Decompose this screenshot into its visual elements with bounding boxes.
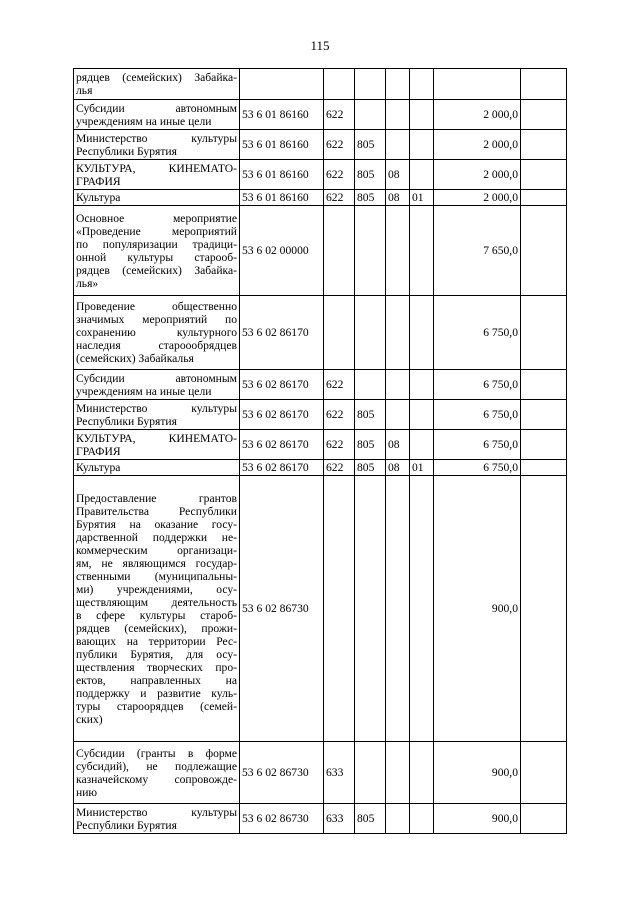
amount-cell: 7 650,0 [434,206,521,296]
row-name-line: дарственной поддержки не- [76,530,237,544]
table-row [74,69,567,100]
empty-cell [521,100,567,130]
target-code-cell: 53 6 02 00000 [240,206,324,296]
row-name-line: Субсидии автономным [76,101,237,115]
empty-cell [521,742,567,804]
subsection-cell [410,69,434,100]
row-name-cell [74,296,240,370]
empty-cell [521,130,567,160]
section-cell [386,206,410,296]
row-name-line: ществления творческих про- [76,660,237,674]
empty-cell [521,370,567,400]
row-name-line: Республики Бурятия [76,818,177,832]
section-cell [386,100,410,130]
subsection-cell [410,400,434,430]
row-name-cell [74,160,240,190]
row-name-line: ям, не являющимся государ- [76,556,237,570]
section-cell: 08 [386,160,410,190]
row-name-line: в сфере культуры староб- [76,608,237,622]
expense-type-cell: 622 [324,190,355,206]
row-name-cell [74,100,240,130]
row-name-line: Предоставление грантов [76,491,237,505]
amount-cell: 2 000,0 [434,160,521,190]
row-name-line: КУЛЬТУРА, КИНЕМАТО- [76,431,237,445]
target-code-cell: 53 6 02 86730 [240,476,324,742]
table-row [74,296,567,370]
row-name-cell [74,69,240,100]
row-name-line: Республики Бурятия [76,144,177,158]
target-code-cell: 53 6 02 86170 [240,370,324,400]
expense-type-cell: 622 [324,370,355,400]
target-code-cell [240,69,324,100]
target-code-cell: 53 6 01 86160 [240,100,324,130]
table-row [74,400,567,430]
target-code-cell: 53 6 02 86170 [240,400,324,430]
section-cell [386,742,410,804]
section-cell [386,296,410,370]
table-row [74,190,567,206]
expense-type-cell: 622 [324,100,355,130]
expense-type-cell: 622 [324,460,355,476]
subsection-cell: 01 [410,460,434,476]
row-name-line: Субсидии автономным [76,371,237,385]
table-row [74,370,567,400]
amount-cell: 6 750,0 [434,400,521,430]
empty-cell [521,430,567,460]
row-name-line: Основное мероприятие [76,211,237,225]
expense-type-cell: 622 [324,400,355,430]
amount-cell: 900,0 [434,742,521,804]
row-name-line: вающих на территории Рес- [76,634,237,648]
expense-type-cell [324,296,355,370]
subsection-cell [410,804,434,834]
row-name-line: нию [76,785,98,799]
row-name-cell [74,804,240,834]
row-name-line: по популяризации традици- [76,237,237,251]
table-row [74,430,567,460]
section-cell [386,476,410,742]
row-name-line: ектов, направленных на [76,673,237,687]
row-name-line: Правительства Республики [76,504,237,518]
row-name-line: лья [76,84,93,97]
row-name-line: поддержку и развитие куль- [76,686,237,700]
row-name-line: ми) учреждениями, осу- [76,582,237,596]
row-name-line: КУЛЬТУРА, КИНЕМАТО- [76,161,237,175]
row-name-cell [74,476,240,742]
row-name-line: Культура [76,191,121,204]
row-name-line: казначейскому сопровожде- [76,772,237,786]
section-cell: 08 [386,190,410,206]
row-name-line: онной культуры старооб- [76,250,237,264]
section-cell: 08 [386,460,410,476]
ministry-code-cell [355,206,386,296]
target-code-cell: 53 6 01 86160 [240,130,324,160]
ministry-code-cell: 805 [355,400,386,430]
row-name-cell [74,742,240,804]
section-cell [386,370,410,400]
subsection-cell [410,206,434,296]
subsection-cell [410,430,434,460]
table-row [74,160,567,190]
expense-type-cell: 633 [324,742,355,804]
subsection-cell: 01 [410,190,434,206]
ministry-code-cell [355,296,386,370]
row-name-line: ГРАФИЯ [76,444,121,458]
row-name-line: рядцев (семейских), прожи- [76,621,237,635]
row-name-line: учреждениям на иные цели [76,114,212,128]
target-code-cell: 53 6 01 86160 [240,190,324,206]
table-row [74,100,567,130]
ministry-code-cell: 805 [355,804,386,834]
amount-cell: 6 750,0 [434,460,521,476]
row-name-line: Министерство культуры [76,805,237,819]
expense-type-cell [324,476,355,742]
row-name-line: наследия староообрядцев [76,339,237,352]
row-name-cell [74,460,240,476]
empty-cell [521,476,567,742]
empty-cell [521,190,567,206]
empty-cell [521,69,567,100]
expense-type-cell: 633 [324,804,355,834]
empty-cell [521,296,567,370]
row-name-cell [74,206,240,296]
section-cell [386,804,410,834]
section-cell [386,400,410,430]
target-code-cell: 53 6 01 86160 [240,160,324,190]
amount-cell: 6 750,0 [434,370,521,400]
row-name-line: ских) [76,712,103,726]
table-row [74,804,567,834]
table-row [74,206,567,296]
amount-cell: 900,0 [434,804,521,834]
row-name-line: лья» [76,276,99,290]
ministry-code-cell [355,69,386,100]
ministry-code-cell: 805 [355,430,386,460]
row-name-line: значимых мероприятий по [76,313,237,326]
row-name-line: Министерство культуры [76,401,237,415]
target-code-cell: 53 6 02 86730 [240,742,324,804]
row-name-cell [74,130,240,160]
amount-cell: 6 750,0 [434,430,521,460]
row-name-line: рядцев (семейских) Забайка- [76,71,237,84]
row-name-cell [74,400,240,430]
subsection-cell [410,370,434,400]
ministry-code-cell [355,100,386,130]
row-name-line: субсидий), не подлежащие [76,759,237,773]
row-name-line: учреждениям на иные цели [76,384,212,398]
budget-table [73,68,567,834]
row-name-line: ственными (муниципальны- [76,569,237,583]
row-name-cell [74,190,240,206]
row-name-line: ществляющим деятельность [76,595,237,609]
subsection-cell [410,130,434,160]
row-name-line: ГРАФИЯ [76,174,121,188]
expense-type-cell: 622 [324,130,355,160]
row-name-line: рядцев (семейских) Забайка- [76,263,237,277]
row-name-line: (семейских) Забайкалья [76,352,194,365]
expense-type-cell [324,206,355,296]
empty-cell [521,460,567,476]
target-code-cell: 53 6 02 86170 [240,460,324,476]
expense-type-cell [324,69,355,100]
table-row [74,460,567,476]
row-name-line: Культура [76,461,121,474]
ministry-code-cell: 805 [355,130,386,160]
row-name-line: туры староорядцев (семей- [76,699,237,713]
section-cell [386,130,410,160]
subsection-cell [410,742,434,804]
ministry-code-cell: 805 [355,190,386,206]
section-cell: 08 [386,430,410,460]
amount-cell: 6 750,0 [434,296,521,370]
ministry-code-cell [355,742,386,804]
row-name-line: Проведение общественно [76,300,237,313]
target-code-cell: 53 6 02 86730 [240,804,324,834]
row-name-line: Бурятия на оказание госу- [76,517,237,531]
ministry-code-cell [355,476,386,742]
subsection-cell [410,476,434,742]
table-row [74,476,567,742]
ministry-code-cell: 805 [355,460,386,476]
row-name-cell [74,370,240,400]
amount-cell: 2 000,0 [434,190,521,206]
amount-cell: 900,0 [434,476,521,742]
row-name-line: Министерство культуры [76,131,237,145]
row-name-line: коммерческим организаци- [76,543,237,557]
target-code-cell: 53 6 02 86170 [240,430,324,460]
amount-cell [434,69,521,100]
row-name-line: Республики Бурятия [76,414,177,428]
empty-cell [521,804,567,834]
subsection-cell [410,160,434,190]
ministry-code-cell: 805 [355,160,386,190]
row-name-line: «Проведение мероприятий [76,224,237,238]
empty-cell [521,400,567,430]
empty-cell [521,160,567,190]
row-name-line: Субсидии (гранты в форме [76,746,237,760]
page-number: 115 [310,38,330,53]
amount-cell: 2 000,0 [434,130,521,160]
subsection-cell [410,296,434,370]
section-cell [386,69,410,100]
row-name-line: публики Бурятия, для осу- [76,647,237,661]
subsection-cell [410,100,434,130]
expense-type-cell: 622 [324,430,355,460]
table-row [74,130,567,160]
amount-cell: 2 000,0 [434,100,521,130]
empty-cell [521,206,567,296]
ministry-code-cell [355,370,386,400]
expense-type-cell: 622 [324,160,355,190]
row-name-cell [74,430,240,460]
row-name-line: сохранению культурного [76,326,237,339]
table-row [74,742,567,804]
target-code-cell: 53 6 02 86170 [240,296,324,370]
